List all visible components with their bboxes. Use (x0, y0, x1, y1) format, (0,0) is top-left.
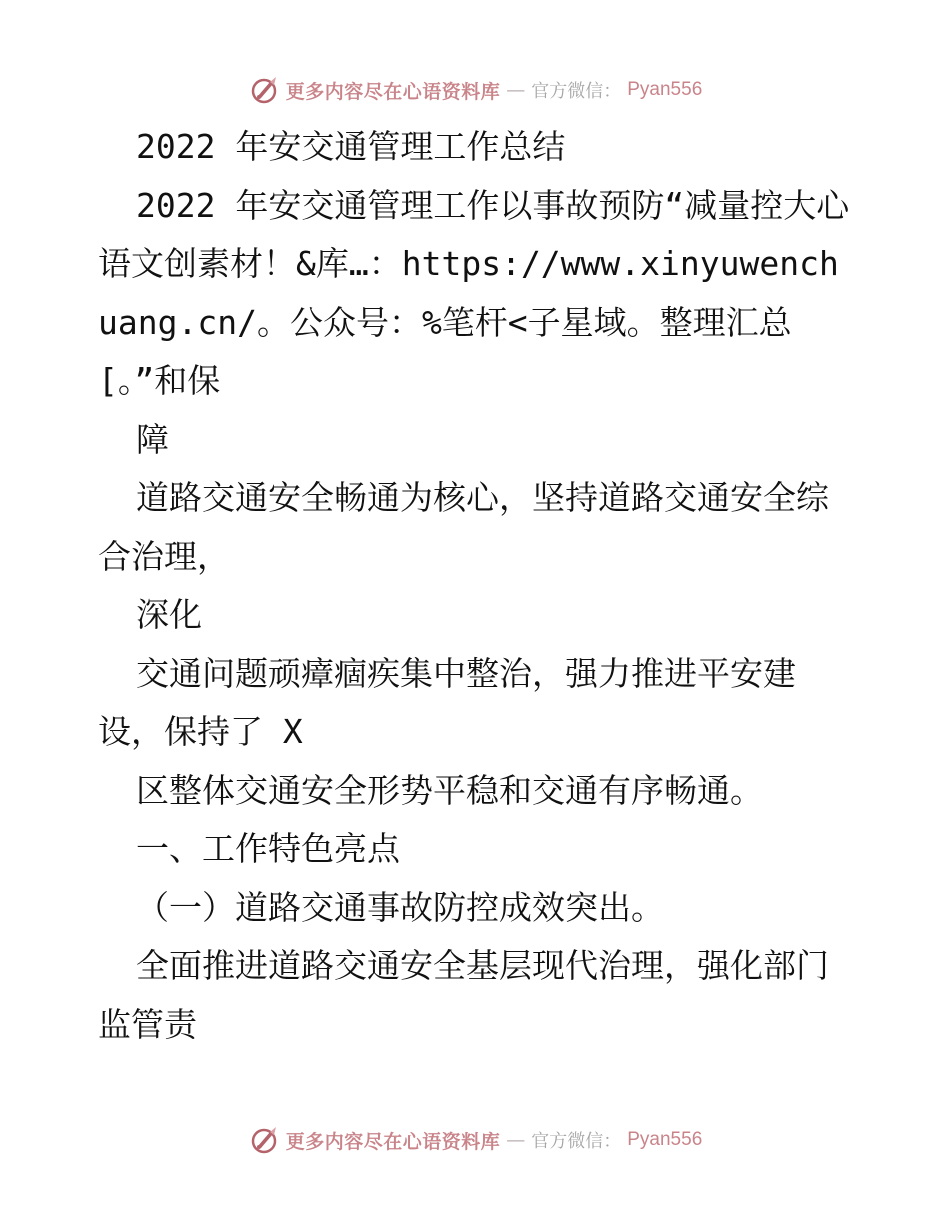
paragraph-intro: 2022 年安交通管理工作以事故预防“减量控大心语文创素材！&库…：https://www.xinyuwenchuang.cn/。公众号：%笔杆<子星域。整理汇总[。”和保 (98, 185, 850, 400)
paragraph-fragment: 深化 (136, 595, 202, 634)
watermark-wechat-label: 官方微信： (531, 81, 622, 102)
watermark-brand-text: 更多内容尽在心语资料库 (285, 1130, 501, 1153)
paragraph-core: 道路交通安全畅通为核心，坚持道路交通安全综合治理， (98, 478, 829, 576)
watermark-separator: — (506, 1129, 526, 1151)
quill-pen-logo-icon (248, 1124, 280, 1156)
watermark-brand-text: 更多内容尽在心语资料库 (285, 80, 501, 103)
header-watermark (0, 70, 950, 110)
watermark-wechat-label: 官方微信： (531, 1131, 622, 1152)
section-heading: 一、工作特色亮点 (136, 829, 400, 868)
paragraph-governance: 全面推进道路交通安全基层现代治理，强化部门监管责 (98, 946, 829, 1044)
paragraph-situation: 区整体交通安全形势平稳和交通有序畅通。 (136, 770, 763, 810)
quill-pen-logo-icon (248, 74, 280, 106)
watermark-wechat-id: Pyan556 (627, 79, 703, 100)
subsection-heading: （一）道路交通事故防控成效突出。 (136, 887, 664, 927)
document-body (98, 118, 858, 1054)
document-title: 2022 年安交通管理工作总结 (136, 127, 566, 166)
watermark-wechat-id: Pyan556 (627, 1129, 703, 1150)
footer-watermark (0, 1120, 950, 1160)
paragraph-fragment: 障 (136, 419, 169, 459)
paragraph-rectification: 交通问题顽瘴痼疾集中整治，强力推进平安建设，保持了 X (98, 653, 796, 751)
watermark-separator: — (506, 79, 526, 101)
